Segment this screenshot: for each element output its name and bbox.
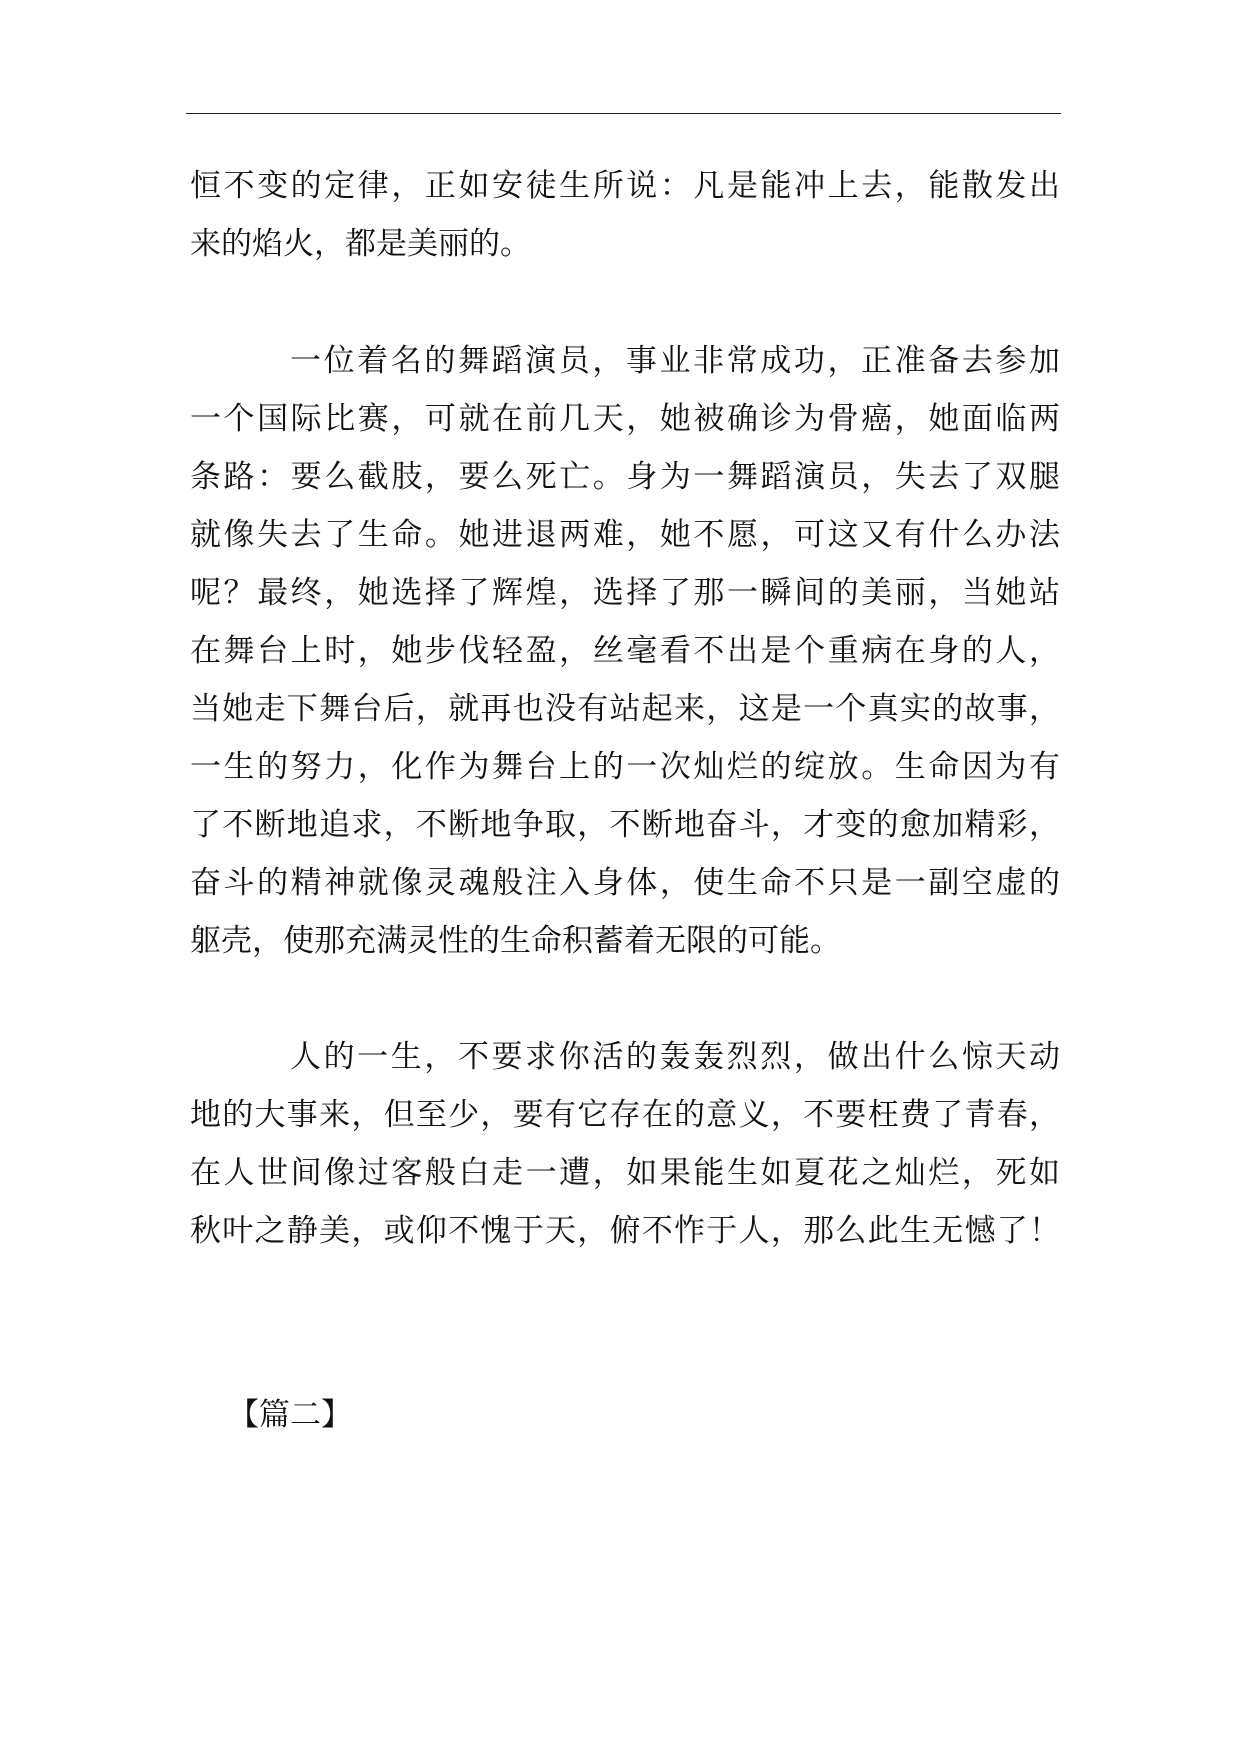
paragraph-1-line-1: 恒不变的定律，正如安徒生所说：凡是能冲上去，能散发出 [190, 168, 1060, 204]
paragraph-2-line-2: 一个国际比赛，可就在前几天，她被确诊为骨癌，她面临两 [190, 401, 1060, 437]
paragraph-2-line-5: 呢？最终，她选择了辉煌，选择了那一瞬间的美丽，当她站 [190, 575, 1060, 611]
paragraph-2-line-4: 就像失去了生命。她进退两难，她不愿，可这又有什么办法 [190, 517, 1060, 553]
paragraph-1-line-2: 来的焰火，都是美丽的。 [190, 226, 531, 262]
paragraph-3-line-2: 地的大事来，但至少，要有它存在的意义，不要枉费了青春， [190, 1097, 1060, 1133]
paragraph-2-line-1: 一位着名的舞蹈演员，事业非常成功，正准备去参加 [290, 343, 1060, 379]
paragraph-2-line-6: 在舞台上时，她步伐轻盈，丝毫看不出是个重病在身的人， [190, 633, 1060, 669]
paragraph-3-line-1: 人的一生，不要求你活的轰轰烈烈，做出什么惊天动 [290, 1039, 1060, 1075]
paragraph-2-line-10: 奋斗的精神就像灵魂般注入身体，使生命不只是一副空虚的 [190, 865, 1060, 901]
paragraph-2-line-7: 当她走下舞台后，就再也没有站起来，这是一个真实的故事， [190, 691, 1060, 727]
paragraph-2-line-3: 条路：要么截肢，要么死亡。身为一舞蹈演员，失去了双腿 [190, 459, 1060, 495]
paragraph-2-line-8: 一生的努力，化作为舞台上的一次灿烂的绽放。生命因为有 [190, 749, 1060, 785]
section-heading: 【篇二】 [228, 1397, 352, 1433]
paragraph-3-line-3: 在人世间像过客般白走一遭，如果能生如夏花之灿烂，死如 [190, 1155, 1060, 1191]
header-rule [186, 113, 1061, 114]
paragraph-2-line-9: 了不断地追求，不断地争取，不断地奋斗，才变的愈加精彩， [190, 807, 1060, 843]
paragraph-2-line-11: 躯壳，使那充满灵性的生命积蓄着无限的可能。 [190, 923, 841, 959]
paragraph-3-line-4: 秋叶之静美，或仰不愧于天，俯不怍于人，那么此生无憾了！ [190, 1213, 1060, 1249]
